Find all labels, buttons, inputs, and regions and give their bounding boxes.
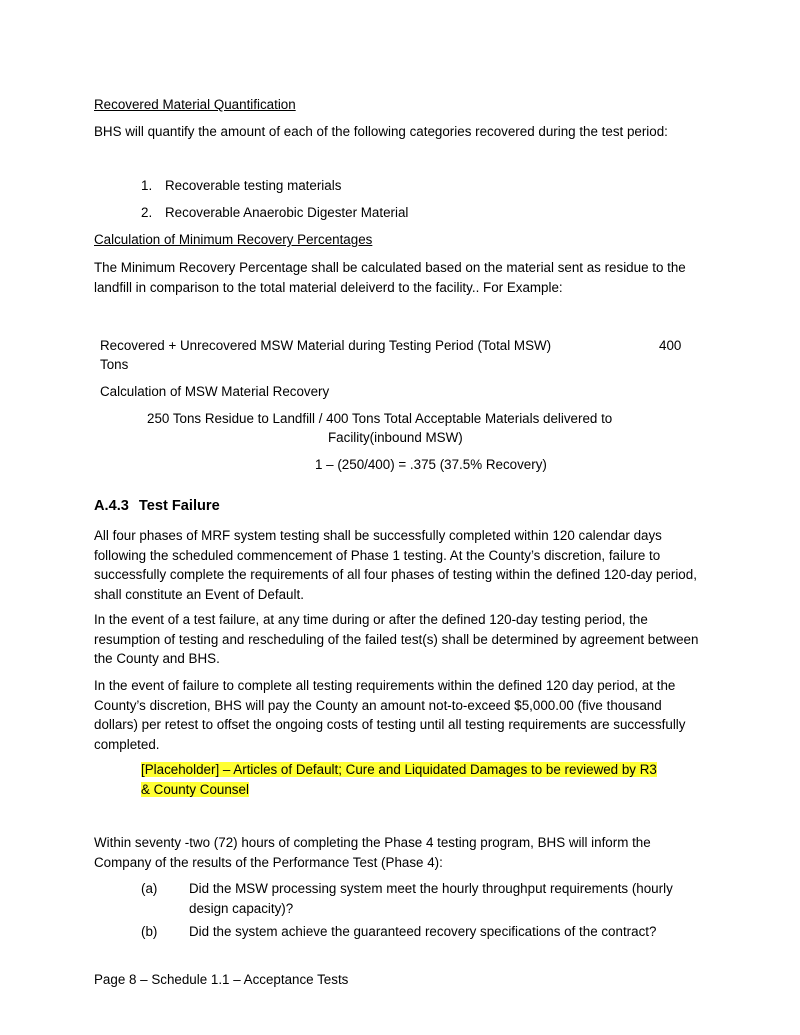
list-item: Recoverable Anaerobic Digester Material (165, 205, 409, 220)
list-item: Recoverable testing materials (165, 178, 342, 193)
section-heading-calculation: Calculation of Minimum Recovery Percentages (94, 232, 373, 247)
failure-paragraph-1: All four phases of MRF system testing shall be successfully completed within 120 calendar days following the scheduled commencement of Phase 1 testing. At the County’s discretion, failure to successfully complete the requirements of all four phases of testing within the defined 120-day period, shall constitute an Event of Default. (94, 528, 697, 602)
placeholder-line-2: & County Counsel (141, 781, 249, 797)
total-msw-label: Recovered + Unrecovered MSW Material during Testing Period (Total MSW) (100, 338, 552, 353)
quantification-intro: BHS will quantify the amount of each of the following categories recovered during the test period: (94, 124, 668, 139)
failure-paragraph-2: In the event of a test failure, at any time during or after the defined 120-day testing period, the resumption of testing and rescheduling of the failed test(s) shall be determined by agreement between the County and BHS. (94, 612, 699, 666)
total-msw-value: 400 (659, 338, 682, 353)
section-heading-test-failure (94, 498, 220, 514)
formula-result: 1 – (250/400) = .375 (37.5% Recovery) (315, 457, 547, 472)
list-item-number: 2. (141, 205, 153, 220)
question-label: (a) (141, 881, 158, 896)
section-number: A.4.3 (94, 498, 129, 514)
placeholder-note (141, 760, 657, 799)
list-item-number: 1. (141, 178, 153, 193)
formula-line-1: 250 Tons Residue to Landfill / 400 Tons Total Acceptable Materials delivered to (147, 411, 613, 426)
calculation-intro: The Minimum Recovery Percentage shall be calculated based on the material sent as residue to the landfill in comparison to the total material deleiverd to the facility.. For Example: (94, 260, 686, 295)
placeholder-line-1: [Placeholder] – Articles of Default; Cure and Liquidated Damages to be reviewed by R3 (141, 762, 657, 777)
recovery-calculation-label: Calculation of MSW Material Recovery (100, 384, 330, 399)
question-text: Did the MSW processing system meet the hourly throughput requirements (hourly design capacity)? (189, 881, 673, 916)
question-text: Did the system achieve the guaranteed recovery specifications of the contract? (189, 924, 657, 939)
section-heading-quantification: Recovered Material Quantification (94, 97, 296, 112)
page-footer: Page 8 – Schedule 1.1 – Acceptance Tests (94, 972, 349, 987)
results-paragraph: Within seventy -two (72) hours of completing the Phase 4 testing program, BHS will inform the Company of the results of the Performance Test (Phase 4): (94, 835, 651, 870)
failure-paragraph-3: In the event of failure to complete all testing requirements within the defined 120 day period, at the County’s discretion, BHS will pay the County an amount not-to-exceed $5,000.00 (five thousand dollars) per retest to offset the ongoing costs of testing until all testing requirements are successfully completed. (94, 678, 686, 752)
total-msw-unit: Tons (100, 357, 129, 372)
question-label: (b) (141, 924, 158, 939)
section-title: Test Failure (138, 498, 220, 514)
formula-line-2: Facility(inbound MSW) (328, 430, 463, 445)
